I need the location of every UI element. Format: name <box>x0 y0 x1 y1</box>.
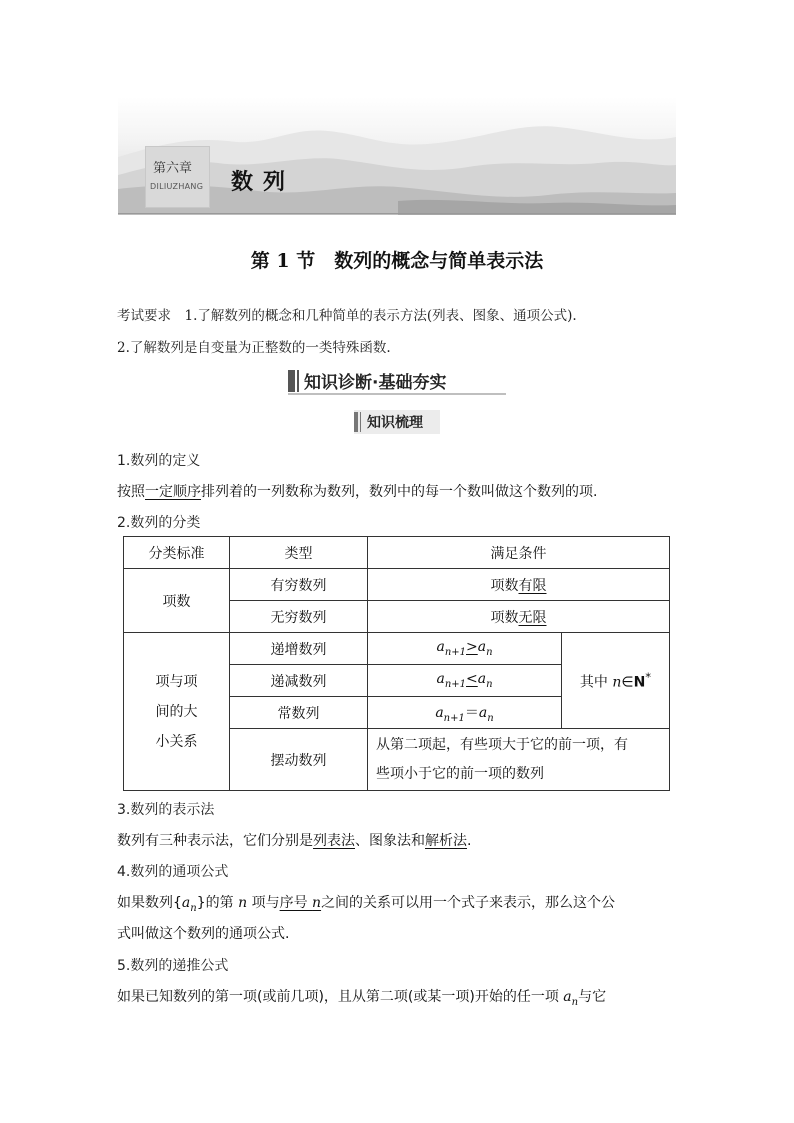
section-header-main-text: 知识诊断·基础夯实 <box>304 373 447 393</box>
heading-representation: 3.数列的表示法 <box>117 802 215 818</box>
text: n+1 <box>444 646 466 658</box>
table-cell-condition <box>368 569 670 601</box>
table-cell-type: 常数列 <box>230 697 368 729</box>
chapter-label-box <box>145 146 210 208</box>
table-cell-condition <box>368 729 670 791</box>
answer-blank <box>280 895 321 911</box>
answer-blank: > <box>466 639 478 656</box>
text: ∈ <box>621 674 634 691</box>
banner-divider <box>118 213 676 214</box>
table-row <box>124 569 670 601</box>
text: 如果已知数列的第一项(或前几项)，且从第二项(或某一项)开始的任一项 <box>117 989 564 1005</box>
text: n <box>190 902 197 914</box>
section-header-sub <box>354 410 440 434</box>
text: ＝ <box>464 704 479 721</box>
heading-general-term: 4.数列的通项公式 <box>117 864 229 880</box>
text: 些项小于它的前一项的数列 <box>376 765 544 782</box>
answer-blank: 一定顺序 <box>145 484 201 500</box>
table-header-cell: 满足条件 <box>368 537 670 569</box>
section-title: 第 1 节 数列的概念与简单表示法 <box>250 250 544 272</box>
subheader-bar-icon <box>354 412 358 432</box>
heading-classification: 2.数列的分类 <box>117 515 201 531</box>
text: 其中 <box>579 674 613 691</box>
table-header-cell: 分类标准 <box>124 537 230 569</box>
paragraph-general-term-line-2: 式叫做这个数列的通项公式. <box>117 926 290 942</box>
section-header-main <box>288 367 506 395</box>
table-row <box>124 537 670 569</box>
text: a <box>477 639 487 656</box>
text: a <box>435 704 444 721</box>
table-cell-category <box>124 633 230 791</box>
answer-blank: 列表法 <box>313 833 355 849</box>
answer-blank: 解析法 <box>425 833 467 849</box>
text: n <box>312 895 322 911</box>
text: a <box>478 704 488 721</box>
chapter-number: 第六章 <box>153 161 193 176</box>
table-cell-note <box>562 633 670 729</box>
table-cell-condition <box>368 697 562 729</box>
table-cell-type: 无穷数列 <box>230 601 368 633</box>
answer-blank: < <box>466 671 478 688</box>
text: 如果数列{ <box>117 895 182 911</box>
table-cell-category: 项数 <box>124 569 230 633</box>
text: n <box>238 895 248 911</box>
text: 项数 <box>490 609 519 626</box>
classification-table <box>123 536 670 791</box>
text: 数列有三种表示法，它们分别是 <box>117 833 313 849</box>
paragraph-recursive-formula <box>117 986 606 1008</box>
table-cell-condition <box>368 633 562 665</box>
exam-requirement-line-2: 2.了解数列是自变量为正整数的一类特殊函数. <box>117 340 391 356</box>
text: n <box>571 996 579 1008</box>
text: * <box>645 669 652 684</box>
paragraph-representation <box>117 830 471 850</box>
table-cell-type: 有穷数列 <box>230 569 368 601</box>
paragraph-general-term-line-1 <box>117 892 615 914</box>
text: 序号 <box>279 895 313 911</box>
text: a <box>563 989 572 1005</box>
heading-definition: 1.数列的定义 <box>117 453 201 469</box>
text: }的第 <box>196 895 239 911</box>
table-cell-condition <box>368 601 670 633</box>
text: 从第二项起，有些项大于它的前一项，有 <box>376 736 628 753</box>
text: a <box>436 639 445 656</box>
chapter-title: 数列 <box>231 170 296 195</box>
text: a <box>436 671 445 688</box>
text: a <box>477 671 487 688</box>
chapter-pinyin: DILIUZHANG <box>150 182 204 191</box>
table-cell-type: 摆动数列 <box>230 729 368 791</box>
text: n <box>486 678 493 690</box>
table-cell-type: 递增数列 <box>230 633 368 665</box>
table-row <box>124 633 670 665</box>
text: 项与 <box>247 895 280 911</box>
exam-requirement-line-1: 考试要求 1.了解数列的概念和几种简单的表示方法(列表、图象、通项公式). <box>117 308 577 324</box>
text: n <box>487 712 494 724</box>
text: n+1 <box>444 678 466 690</box>
text: 、图象法和 <box>355 833 425 849</box>
text: n <box>612 674 622 691</box>
text: n <box>486 646 493 658</box>
text: 之间的关系可以用一个式子来表示，那么这个公 <box>321 895 616 911</box>
table-cell-type: 递减数列 <box>230 665 368 697</box>
table-cell-condition <box>368 665 562 697</box>
subheader-bar-thin-icon <box>360 412 361 432</box>
header-bar-icon <box>288 370 295 392</box>
text: 按照 <box>117 484 145 500</box>
answer-blank: 有限 <box>518 577 547 594</box>
answer-blank: 无限 <box>518 609 547 626</box>
header-bar-thin-icon <box>297 370 299 392</box>
text: 排列着的一列数称为数列，数列中的每一个数叫做这个数列的项. <box>201 484 598 500</box>
table-header-cell: 类型 <box>230 537 368 569</box>
text: a <box>181 895 191 911</box>
text: 与它 <box>578 989 607 1005</box>
paragraph-definition <box>117 481 597 501</box>
text: 小关系 <box>155 733 198 750</box>
text: 项与项 <box>155 673 198 690</box>
text: 间的大 <box>155 703 198 720</box>
text: N <box>633 674 646 691</box>
heading-recursive-formula: 5.数列的递推公式 <box>117 958 229 974</box>
section-header-sub-text: 知识梳理 <box>367 415 423 431</box>
text: 项数 <box>490 577 519 594</box>
text: . <box>467 833 472 849</box>
text: n+1 <box>443 712 465 724</box>
